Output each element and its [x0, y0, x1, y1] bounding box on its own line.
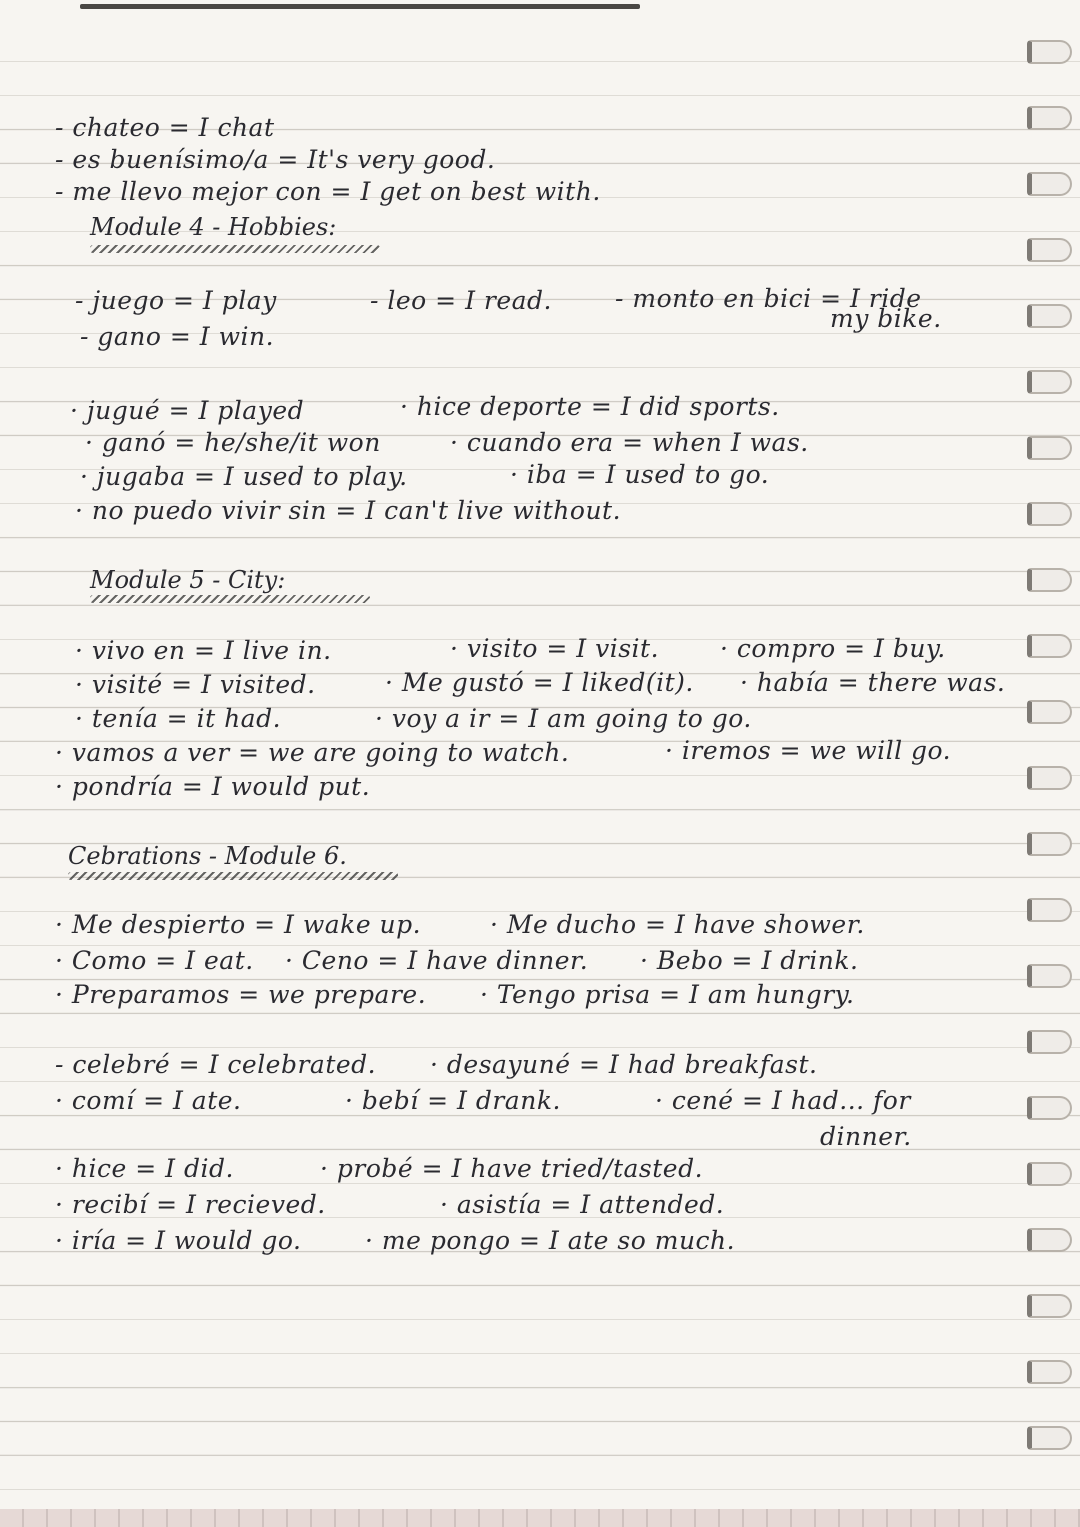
- vocab-desayune: · desayuné = I had breakfast.: [430, 1050, 818, 1079]
- vocab-pondria: · pondría = I would put.: [55, 772, 371, 801]
- ring: [1027, 370, 1072, 394]
- vocab-hice-deporte: · hice deporte = I did sports.: [400, 392, 780, 421]
- vocab-me-ducho: · Me ducho = I have shower.: [490, 910, 865, 939]
- module4-underline: [90, 245, 380, 253]
- vocab-monto-en-bici-cont: my bike.: [830, 304, 942, 333]
- vocab-tenia: · tenía = it had.: [75, 704, 282, 733]
- ring: [1027, 766, 1072, 790]
- vocab-no-puedo-vivir: · no puedo vivir sin = I can't live without.: [75, 496, 622, 525]
- vocab-monto-en-bici: - monto en bici = I ride: [615, 284, 922, 313]
- vocab-probe: · probé = I have tried/tasted.: [320, 1154, 704, 1183]
- vocab-iremos: · iremos = we will go.: [665, 736, 952, 765]
- ring: [1027, 832, 1072, 856]
- spiral-binding: [1020, 20, 1080, 1500]
- module5-heading: Module 5 - City:: [90, 566, 286, 594]
- vocab-chateo: - chateo = I chat: [55, 113, 275, 142]
- vocab-compro: · compro = I buy.: [720, 634, 946, 663]
- vocab-me-llevo: - me llevo mejor con = I get on best with.: [55, 177, 601, 206]
- ring: [1027, 436, 1072, 460]
- vocab-me-pongo: · me pongo = I ate so much.: [365, 1226, 736, 1255]
- vocab-vivo-en: · vivo en = I live in.: [75, 636, 332, 665]
- module6-underline: [68, 872, 398, 880]
- page-top-edge: [80, 4, 640, 9]
- ring: [1027, 1030, 1072, 1054]
- vocab-voy-a-ir: · voy a ir = I am going to go.: [375, 704, 752, 733]
- ring: [1027, 106, 1072, 130]
- vocab-iria: · iría = I would go.: [55, 1226, 302, 1255]
- page-bottom-edge: [0, 1509, 1080, 1527]
- vocab-leo: - leo = I read.: [370, 286, 552, 315]
- ring: [1027, 1360, 1072, 1384]
- ring: [1027, 964, 1072, 988]
- vocab-visito: · visito = I visit.: [450, 634, 660, 663]
- vocab-cene-cont: dinner.: [820, 1122, 912, 1151]
- module6-heading: Cebrations - Module 6.: [68, 842, 347, 870]
- vocab-recibi: · recibí = I recieved.: [55, 1190, 326, 1219]
- ring: [1027, 1228, 1072, 1252]
- vocab-comi: · comí = I ate.: [55, 1086, 242, 1115]
- vocab-preparamos: · Preparamos = we prepare.: [55, 980, 427, 1009]
- module4-heading: Module 4 - Hobbies:: [90, 213, 337, 241]
- ring: [1027, 1162, 1072, 1186]
- vocab-como: · Como = I eat.: [55, 946, 254, 975]
- vocab-hice: · hice = I did.: [55, 1154, 234, 1183]
- module5-underline: [90, 595, 370, 603]
- vocab-asistia: · asistía = I attended.: [440, 1190, 725, 1219]
- vocab-cuando-era: · cuando era = when I was.: [450, 428, 809, 457]
- vocab-vamos-a-ver: · vamos a ver = we are going to watch.: [55, 738, 570, 767]
- vocab-iba: · iba = I used to go.: [510, 460, 770, 489]
- ring: [1027, 502, 1072, 526]
- vocab-me-gusto: · Me gustó = I liked(it).: [385, 668, 694, 697]
- vocab-me-despierto: · Me despierto = I wake up.: [55, 910, 422, 939]
- ring: [1027, 1426, 1072, 1450]
- ring: [1027, 700, 1072, 724]
- vocab-es-buenisimo: - es buenísimo/a = It's very good.: [55, 145, 496, 174]
- vocab-habia: · había = there was.: [740, 668, 1006, 697]
- ring: [1027, 238, 1072, 262]
- vocab-juego: - juego = I play: [75, 286, 277, 315]
- ring: [1027, 1294, 1072, 1318]
- vocab-jugue: · jugué = I played: [70, 396, 305, 425]
- ring: [1027, 898, 1072, 922]
- ring: [1027, 172, 1072, 196]
- vocab-jugaba: · jugaba = I used to play.: [80, 462, 408, 491]
- vocab-ceno: · Ceno = I have dinner.: [285, 946, 589, 975]
- vocab-bebo: · Bebo = I drink.: [640, 946, 859, 975]
- vocab-tengo-prisa: · Tengo prisa = I am hungry.: [480, 980, 855, 1009]
- vocab-cene: · cené = I had... for: [655, 1086, 911, 1115]
- vocab-visite: · visité = I visited.: [75, 670, 316, 699]
- vocab-bebi: · bebí = I drank.: [345, 1086, 561, 1115]
- ring: [1027, 40, 1072, 64]
- ring: [1027, 1096, 1072, 1120]
- ring: [1027, 568, 1072, 592]
- vocab-gano: - gano = I win.: [80, 322, 275, 351]
- vocab-celebre: - celebré = I celebrated.: [55, 1050, 377, 1079]
- vocab-gano-past: · ganó = he/she/it won: [85, 428, 381, 457]
- ring: [1027, 634, 1072, 658]
- ring: [1027, 304, 1072, 328]
